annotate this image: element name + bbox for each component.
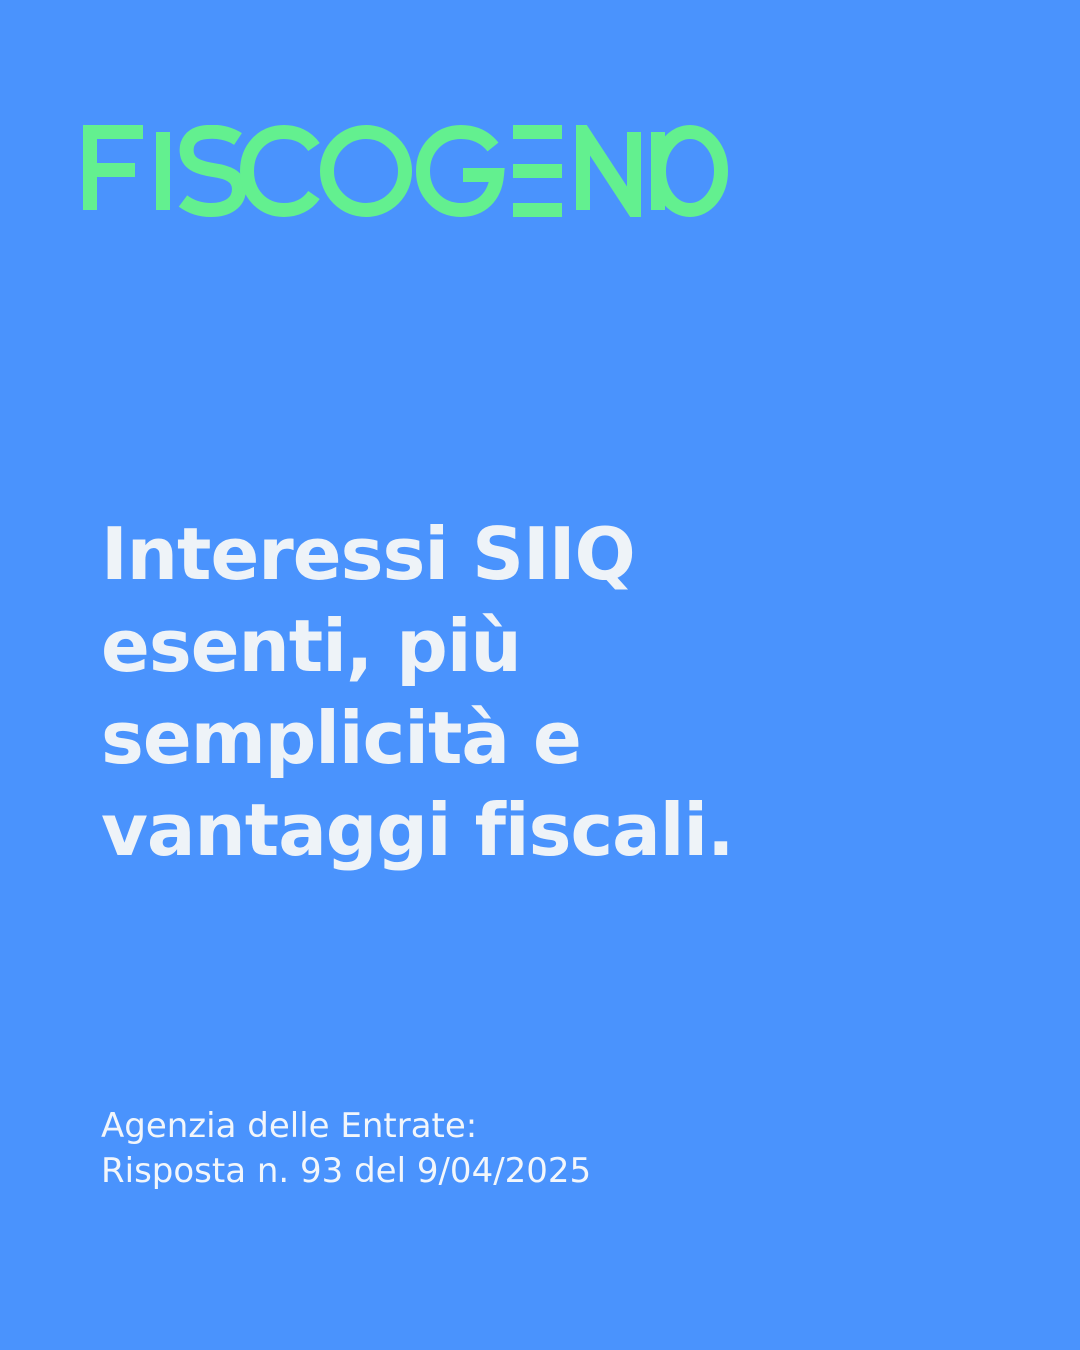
headline <box>101 508 1001 876</box>
headline-line-1: Interessi SIIQ <box>101 512 635 596</box>
headline-line-3: semplicità e <box>101 696 581 780</box>
headline-line-4: vantaggi fiscali. <box>101 788 734 872</box>
headline-line-2: esenti, più <box>101 604 521 688</box>
fiscogenio-logo-mark <box>83 125 728 217</box>
source-reference <box>101 1104 901 1194</box>
source-agency: Agenzia delle Entrate: <box>101 1106 478 1146</box>
fiscogenio-logo <box>83 125 728 217</box>
source-reference-number: Risposta n. 93 del 9/04/2025 <box>101 1151 592 1191</box>
